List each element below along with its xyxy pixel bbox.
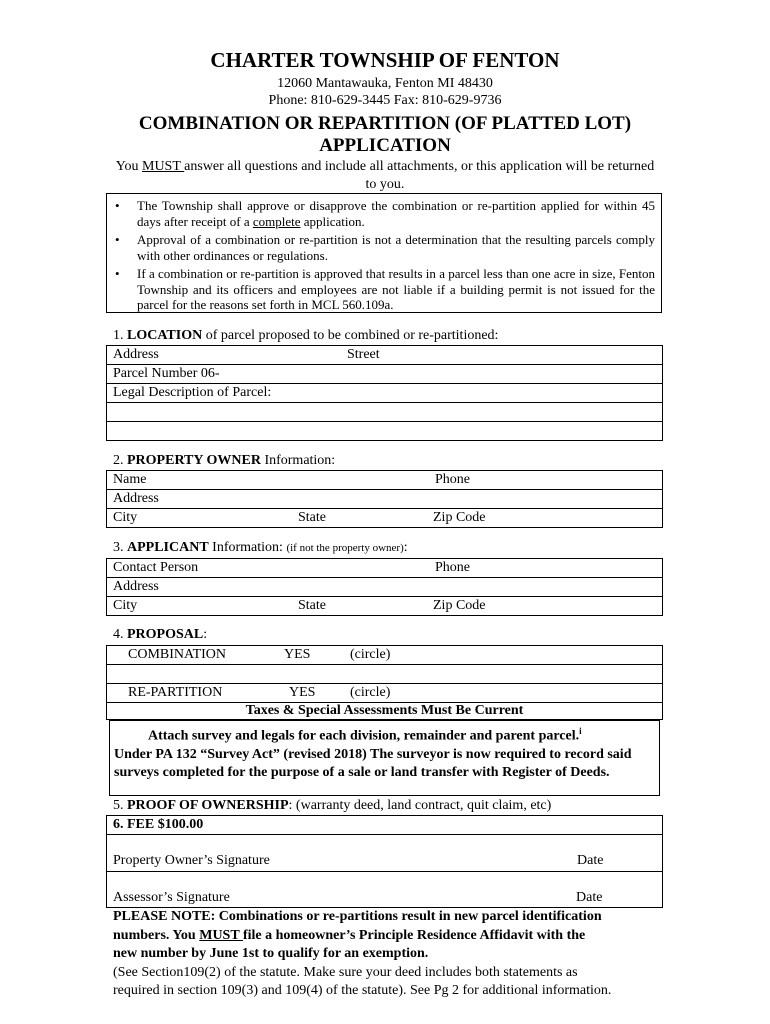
applicant-zip-label: Zip Code	[433, 598, 486, 613]
combination-label: COMBINATION	[128, 647, 226, 662]
survey-note-line1	[114, 722, 655, 746]
taxes-row	[106, 702, 663, 720]
applicant-phone-label: Phone	[435, 560, 470, 575]
fee-text: 6. FEE $100.00	[113, 817, 204, 832]
applicant-contact-row[interactable]	[106, 558, 663, 578]
repartition-label: RE-PARTITION	[128, 685, 223, 700]
proposal-section-title	[113, 627, 207, 643]
proof-label: PROOF OF OWNERSHIP	[127, 798, 289, 813]
applicant-label: APPLICANT	[127, 540, 209, 555]
bullet-1-pre: The Township shall approve or disapprove the combination or re-partition applied for within 45 days after receipt of a	[137, 198, 655, 229]
fee-row	[106, 815, 663, 835]
proof-section-title	[113, 798, 551, 814]
repartition-row[interactable]	[106, 683, 663, 703]
proof-rest: : (warranty deed, land contract, quit claim, etc)	[288, 798, 552, 813]
must-note-pre: You	[115, 159, 142, 174]
owner-state-label: State	[298, 510, 326, 525]
combination-circle-hint: (circle)	[350, 647, 391, 662]
applicant-note: (if not the property owner)	[286, 542, 404, 554]
owner-signature-label: Property Owner’s Signature	[113, 853, 270, 868]
survey-act-text: Under PA 132 “Survey Act” (revised 2018) The surveyor is now required to record said surveys completed for the purpose of a sale or land transfer with Register of Deeds.	[114, 746, 632, 780]
parcel-number-row[interactable]	[106, 364, 663, 384]
note-line5: required in section 109(3) and 109(4) of the statute). See Pg 2 for additional information.	[113, 983, 612, 998]
bullet-dot: •	[115, 198, 120, 213]
proposal-num: 4.	[113, 627, 127, 642]
applicant-num: 3.	[113, 540, 127, 555]
attach-survey-text: Attach survey and legals for each division, remainder and parent parcel.	[148, 728, 580, 744]
combination-row[interactable]	[106, 645, 663, 665]
legal-description-label: Legal Description of Parcel:	[113, 385, 272, 400]
note-line2	[113, 927, 673, 946]
assessor-signature-row[interactable]	[106, 871, 663, 908]
notice-bullet-3	[115, 266, 655, 313]
form-title-line2: APPLICATION	[319, 135, 451, 156]
proposal-label: PROPOSAL	[127, 627, 204, 642]
bullet-1-complete: complete	[252, 213, 301, 229]
applicant-address-row[interactable]	[106, 577, 663, 597]
owner-zip-label: Zip Code	[433, 510, 486, 525]
note-line1: PLEASE NOTE: Combinations or re-partitions result in new parcel identification	[113, 909, 602, 924]
note-line4: (See Section109(2) of the statute. Make sure your deed includes both statements as	[113, 964, 578, 980]
please-note	[113, 908, 673, 1001]
form-title-line1: COMBINATION OR REPARTITION (OF PLATTED LOT)	[138, 113, 632, 134]
survey-note-box	[109, 720, 660, 796]
location-num: 1.	[113, 328, 127, 343]
applicant-state-label: State	[298, 598, 326, 613]
applicant-colon: :	[403, 540, 408, 555]
proposal-blank-row[interactable]	[106, 664, 663, 684]
bullet-2-text: Approval of a combination or re-partition is not a determination that the resulting parcels comply with other ordinances or regulations.	[137, 232, 655, 263]
assessor-date-label: Date	[576, 890, 603, 905]
street-label: Street	[347, 347, 380, 362]
combination-yes[interactable]: YES	[284, 647, 311, 662]
address-label: Address	[113, 347, 159, 362]
repartition-yes[interactable]: YES	[289, 685, 316, 700]
owner-address-row[interactable]	[106, 489, 663, 509]
bullet-dot: •	[115, 266, 120, 281]
owner-num: 2.	[113, 453, 127, 468]
must-answer-note	[110, 158, 660, 194]
contact-person-label: Contact Person	[113, 560, 199, 575]
location-rest: of parcel proposed to be combined or re-partitioned:	[202, 328, 499, 343]
proof-num: 5.	[113, 798, 127, 813]
survey-note-text	[110, 721, 659, 782]
note-line2-pre: numbers. You	[113, 927, 200, 943]
owner-city-row[interactable]	[106, 508, 663, 528]
legal-description-row[interactable]	[106, 383, 663, 403]
endnote-marker: i	[579, 726, 582, 736]
legal-description-line-3[interactable]	[106, 421, 663, 441]
must-note-post: answer all questions and include all attachments, or this application will be returned to you.	[184, 159, 655, 192]
owner-name-label: Name	[113, 472, 147, 487]
applicant-city-label: City	[113, 598, 138, 613]
owner-city-label: City	[113, 510, 138, 525]
taxes-current-note: Taxes & Special Assessments Must Be Current	[245, 703, 524, 718]
assessor-signature-label: Assessor’s Signature	[113, 890, 230, 905]
township-title: CHARTER TOWNSHIP OF FENTON	[210, 48, 560, 72]
legal-description-line-2[interactable]	[106, 402, 663, 422]
owner-rest: Information:	[260, 453, 336, 468]
note-line2-must: MUST	[199, 927, 243, 943]
owner-section-title	[113, 453, 335, 469]
parcel-number-label: Parcel Number 06-	[113, 366, 220, 381]
applicant-address-label: Address	[113, 579, 159, 594]
applicant-section-title	[113, 540, 408, 556]
bullet-3-text: If a combination or re-partition is approved that results in a parcel less than one acre in size, Fenton Township and its officers and employees are not liable if a building permit is not issued for the parcel for the reasons set forth in MCL 560.109a.	[137, 266, 655, 312]
notice-box	[106, 193, 662, 313]
bullet-dot: •	[115, 232, 120, 247]
owner-date-label: Date	[577, 853, 604, 868]
owner-label: PROPERTY OWNER	[127, 453, 261, 468]
owner-name-row[interactable]	[106, 470, 663, 490]
notice-bullet-1	[115, 198, 655, 229]
note-line3: new number by June 1st to qualify for an exemption.	[113, 946, 429, 961]
proposal-colon: :	[203, 627, 208, 642]
applicant-city-row[interactable]	[106, 596, 663, 616]
must-note-must: MUST	[142, 159, 185, 174]
notice-bullet-2	[115, 232, 655, 263]
applicant-rest: Information:	[208, 540, 287, 555]
owner-phone-label: Phone	[435, 472, 470, 487]
form-title	[0, 113, 770, 157]
township-phone-fax: Phone: 810-629-3445 Fax: 810-629-9736	[268, 93, 502, 108]
owner-signature-row[interactable]	[106, 834, 663, 872]
owner-address-label: Address	[113, 491, 159, 506]
bullet-1-post: application.	[300, 213, 365, 229]
township-address: 12060 Mantawauka, Fenton MI 48430	[277, 76, 493, 91]
location-section-title	[113, 328, 498, 344]
note-line2-post: file a homeowner’s Principle Residence Affidavit with the	[242, 927, 586, 943]
location-address-row[interactable]	[106, 345, 663, 365]
location-label: LOCATION	[127, 328, 203, 343]
repartition-circle-hint: (circle)	[350, 685, 391, 700]
